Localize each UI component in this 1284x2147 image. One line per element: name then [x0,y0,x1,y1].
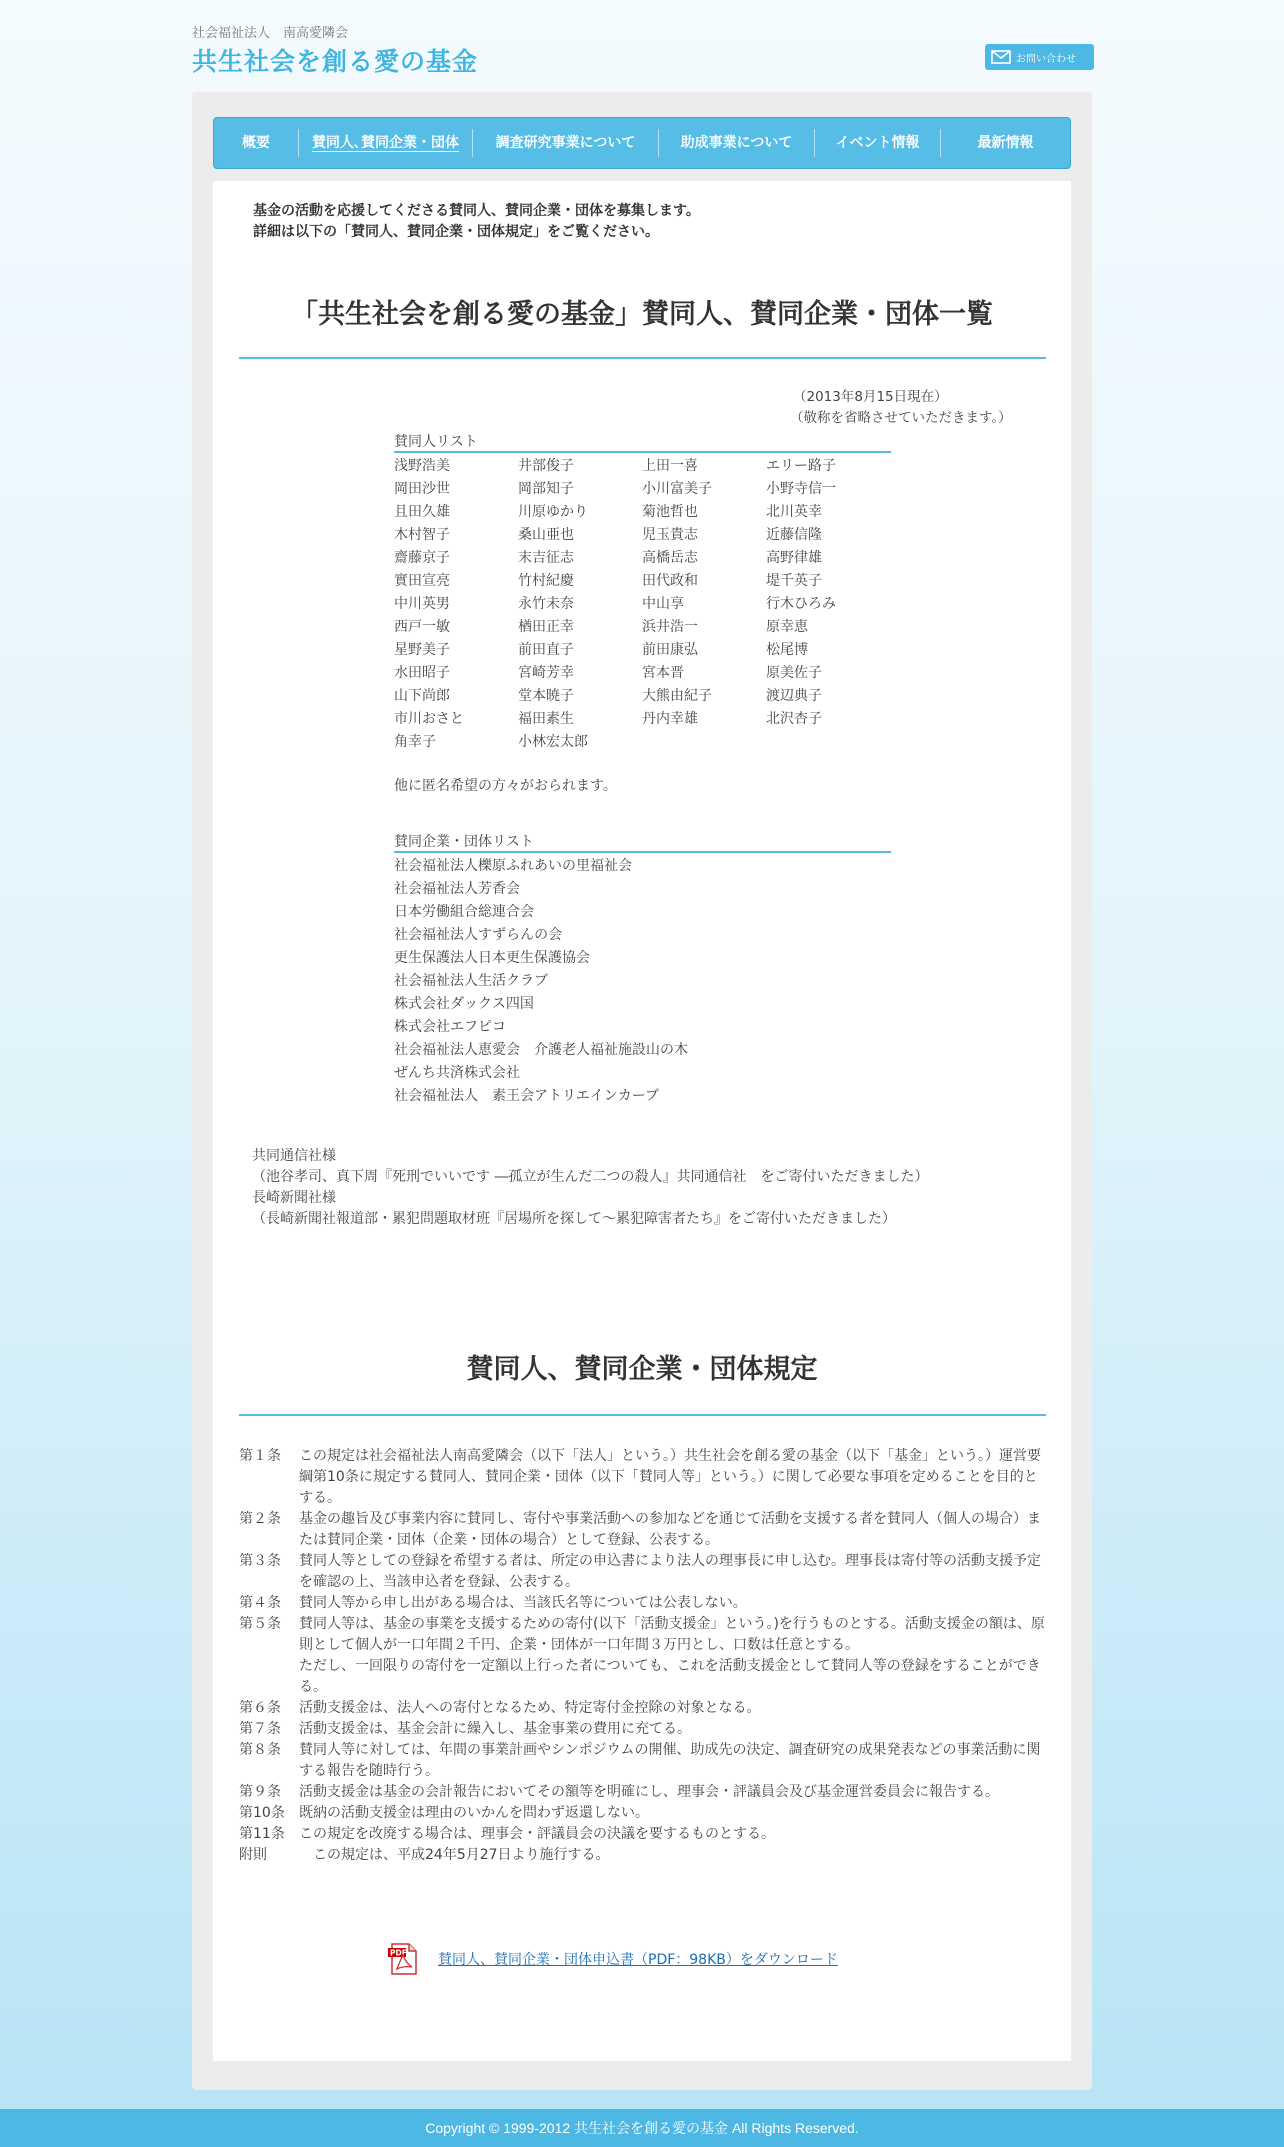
contact-button[interactable] [985,44,1094,70]
rule-article-number: 第５条 [239,1616,281,1632]
org-list-item: 更生保護法人日本更生保護協会 [394,950,590,966]
rule-article-text: 活動支援金は、基金会計に繰入し、基金事業の費用に充てる。 [299,1721,691,1737]
svg-text:PDF: PDF [390,1948,407,1958]
main-content [213,181,1071,2061]
supporter-name: 菊池哲也 [642,504,698,520]
supporter-name: 上田一喜 [642,458,698,474]
supporter-name: 田代政和 [642,573,698,589]
nav-item-events[interactable]: イベント情報 [814,129,940,157]
supporter-name: 近藤信隆 [766,527,822,543]
honorific-note: （敬称を省略させていただきます。） [790,410,1012,426]
supporter-name: 山下尚郎 [394,688,450,704]
rule-article [239,1782,1049,1803]
orgs-list [394,855,688,1108]
rule-article-text: この規定を改廃する場合は、理事会・評議員会の決議を要するものとする。 [299,1826,775,1842]
nav-item-research[interactable]: 調査研究事業について [472,129,658,157]
pdf-icon [388,1943,420,1975]
rule-article-number: 第９条 [239,1784,281,1800]
supporter-name: 堤千英子 [766,573,822,589]
mail-icon [991,50,1011,64]
rule-article [239,1824,1049,1845]
supporter-name: 木村智子 [394,527,450,543]
org-list-item: ぜんち共済株式会社 [394,1065,520,1081]
rule-article [239,1740,1049,1782]
rules-list [239,1446,1049,1866]
rule-article-text: 活動支援金は、法人への寄付となるため、特定寄付金控除の対象となる。 [299,1700,761,1716]
site-logo[interactable]: 共生社会を創る愛の基金 [192,47,479,76]
org-list-item: 社会福祉法人生活クラブ [394,973,548,989]
org-list-item: 株式会社エフピコ [394,1019,506,1035]
rule-article-text: 賛同人等は、基金の事業を支援するための寄付(以下「活動支援金」という。)を行うものとする。活動支援金の額は、原則として個人が一口年間２千円、企業・団体が一口年間３万円とし、口数は任意とする。 [299,1616,1045,1653]
supporter-name: 角幸子 [394,734,436,750]
supporter-name: 北沢杏子 [766,711,822,727]
supporter-name: 前田直子 [518,642,574,658]
supporter-name: 北川英幸 [766,504,822,520]
rule-article-text: この規定は、平成24年5月27日より施行する。 [299,1847,610,1863]
supporter-name: 宮崎芳幸 [518,665,574,681]
supporter-name: 齋藤京子 [394,550,450,566]
rule-article-number: 第10条 [239,1805,285,1821]
nav-item-overview[interactable]: 概要 [242,135,270,151]
list-title: 「共生社会を創る愛の基金」賛同人、賛同企業・団体一覧 [291,299,993,330]
book-donations [252,1146,928,1230]
rule-article-number [239,1656,299,1698]
supporter-name: 中川英男 [394,596,450,612]
supporter-name: 松尾博 [766,642,808,658]
rule-article-text: ただし、一回限りの寄付を一定額以上行った者についても、これを活動支援金として賛同人等の登録をすることができる。 [299,1658,1041,1695]
org-list-item: 社会福祉法人芳香会 [394,881,520,897]
supporter-name: 原幸恵 [766,619,808,635]
rule-article [239,1803,1049,1824]
org-list-item: 社会福祉法人 素王会アトリエインカーブ [394,1088,660,1104]
copyright: Copyright © 1999-2012 共生社会を創る愛の基金 All Rights Reserved. [425,2120,859,2136]
intro-line-2: 詳細は以下の「賛同人、賛同企業・団体規定」をご覧ください。 [253,224,659,240]
supporter-name: 原美佐子 [766,665,822,681]
rule-article [239,1719,1049,1740]
supporter-name: 小林宏太郎 [518,734,588,750]
rule-article [239,1446,1049,1509]
rule-article-text: 賛同人等に対しては、年間の事業計画やシンポジウムの開催、助成先の決定、調査研究の成果発表などの事業活動に関する報告を随時行う。 [299,1742,1041,1779]
supporter-name: 楢田正幸 [518,619,574,635]
nav-item-news[interactable]: 最新情報 [940,129,1070,157]
contact-label: お問い合わせ [1016,53,1076,65]
supporter-name: 實田宣亮 [394,573,450,589]
intro-text [253,201,700,243]
supporter-name: 小川富美子 [642,481,712,497]
download-application-link[interactable]: 賛同人、賛同企業・団体申込書（PDF：98KB）をダウンロード [438,1952,838,1968]
rule-article-text: この規定は社会福祉法人南高愛隣会（以下「法人」という。）共生社会を創る愛の基金（以下「基金」という。）運営要綱第10条に規定する賛同人、賛同企業・団体（以下「賛同人等」という。）に関して必要な事項を定めることを目的とする。 [299,1448,1041,1506]
supporter-name: 浅野浩美 [394,458,450,474]
supporter-name: 児玉貴志 [642,527,698,543]
rule-article-number: 第７条 [239,1721,281,1737]
supporter-name: 且田久雄 [394,504,450,520]
supporter-name: 井部俊子 [518,458,574,474]
supporter-name: 高橋岳志 [642,550,698,566]
supporter-name: 浜井浩一 [642,619,698,635]
rule-article-number: 第２条 [239,1511,281,1527]
rule-article-text: 基金の趣旨及び事業内容に賛同し、寄付や事業活動への参加などを通じて活動を支援する者を賛同人（個人の場合）または賛同企業・団体（企業・団体の場合）として登録、公表する。 [299,1511,1041,1548]
org-name: 社会福祉法人 南高愛隣会 [192,26,349,41]
supporters-list [394,455,891,754]
supporter-name: 川原ゆかり [518,504,588,520]
org-list-item: 株式会社ダックス四国 [394,996,534,1012]
supporter-name: 水田昭子 [394,665,450,681]
download-row [388,1943,838,1975]
rule-article-number: 第６条 [239,1700,281,1716]
supporter-name: 堂本暁子 [518,688,574,704]
rule-article-text: 活動支援金は基金の会計報告においてその額等を明確にし、理事会・評議員会及び基金運営委員会に報告する。 [299,1784,999,1800]
donor-name: 共同通信社様 [252,1148,336,1164]
rule-article [239,1656,1049,1698]
rules-divider [239,1414,1046,1416]
supporter-name: 行木ひろみ [766,596,836,612]
supporter-name: 星野美子 [394,642,450,658]
supporter-name: 前田康弘 [642,642,698,658]
rule-article [239,1593,1049,1614]
supporter-name: 渡辺典子 [766,688,822,704]
supporter-name: エリー路子 [766,458,836,474]
supporter-name: 岡田沙世 [394,481,450,497]
org-list-item: 社会福祉法人櫟原ふれあいの里福祉会 [394,858,632,874]
supporter-name: 竹村紀慶 [518,573,574,589]
org-list-item: 日本労働組合総連合会 [394,904,534,920]
supporter-name: 末吉征志 [518,550,574,566]
rule-article-text: 賛同人等としての登録を希望する者は、所定の申込書により法人の理事長に申し込む。理事長は寄付等の活動支援予定を確認の上、当該申込者を登録、公表する。 [299,1553,1041,1590]
orgs-heading: 賛同企業・団体リスト [394,832,891,853]
donation-detail: （長崎新聞社報道部・累犯問題取材班『居場所を探して～累犯障害者たち』をご寄付いただきました） [252,1211,896,1227]
rule-article-number: 附則 [239,1847,267,1863]
supporter-name: 岡部知子 [518,481,574,497]
supporter-name: 桑山亜也 [518,527,574,543]
main-nav [213,117,1071,169]
rule-article-number: 第４条 [239,1595,281,1611]
site-footer [0,2109,1284,2147]
supporter-name: 丹内幸雄 [642,711,698,727]
supporter-name: 高野律雄 [766,550,822,566]
supporter-name: 福田素生 [518,711,574,727]
intro-line-1: 基金の活動を応援してくださる賛同人、賛同企業・団体を募集します。 [253,203,700,219]
supporter-name: 小野寺信一 [766,481,836,497]
nav-item-grants[interactable]: 助成事業について [658,129,814,157]
rule-article [239,1698,1049,1719]
rule-article [239,1614,1049,1656]
supporter-name: 中山享 [642,596,684,612]
rules-title: 賛同人、賛同企業・団体規定 [466,1354,818,1385]
anonymous-note: 他に匿名希望の方々がおられます。 [394,778,617,794]
rule-article-number: 第８条 [239,1742,281,1758]
rule-article-number: 第３条 [239,1553,281,1569]
donation-detail: （池谷孝司、真下周『死刑でいいです ―孤立が生んだ二つの殺人』共同通信社 をご寄付いただきました） [252,1169,929,1185]
org-list-item: 社会福祉法人恵愛会 介護老人福祉施設山の木 [394,1042,688,1058]
title-divider [239,357,1046,359]
donor-name: 長崎新聞社様 [252,1190,336,1206]
rule-article-text: 賛同人等から申し出がある場合は、当該氏名等については公表しない。 [299,1595,747,1611]
rule-article [239,1845,1049,1866]
supporter-name: 永竹未奈 [518,596,574,612]
supporter-name: 大熊由紀子 [642,688,712,704]
supporter-name: 市川おさと [394,711,464,727]
nav-item-supporters[interactable]: 賛同人､賛同企業・団体 [298,129,472,157]
rule-article [239,1551,1049,1593]
rule-article-number: 第１条 [239,1448,281,1464]
supporter-name: 西戸一敏 [394,619,450,635]
rule-article-number: 第11条 [239,1826,285,1842]
supporter-name: 宮本晋 [642,665,684,681]
supporters-heading: 賛同人リスト [394,432,891,453]
rule-article-text: 既納の活動支援金は理由のいかんを問わず返還しない。 [299,1805,649,1821]
site-header [192,20,1092,80]
as-of-date: （2013年8月15日現在） [793,389,948,405]
org-list-item: 社会福祉法人すずらんの会 [394,927,563,943]
rule-article [239,1509,1049,1551]
